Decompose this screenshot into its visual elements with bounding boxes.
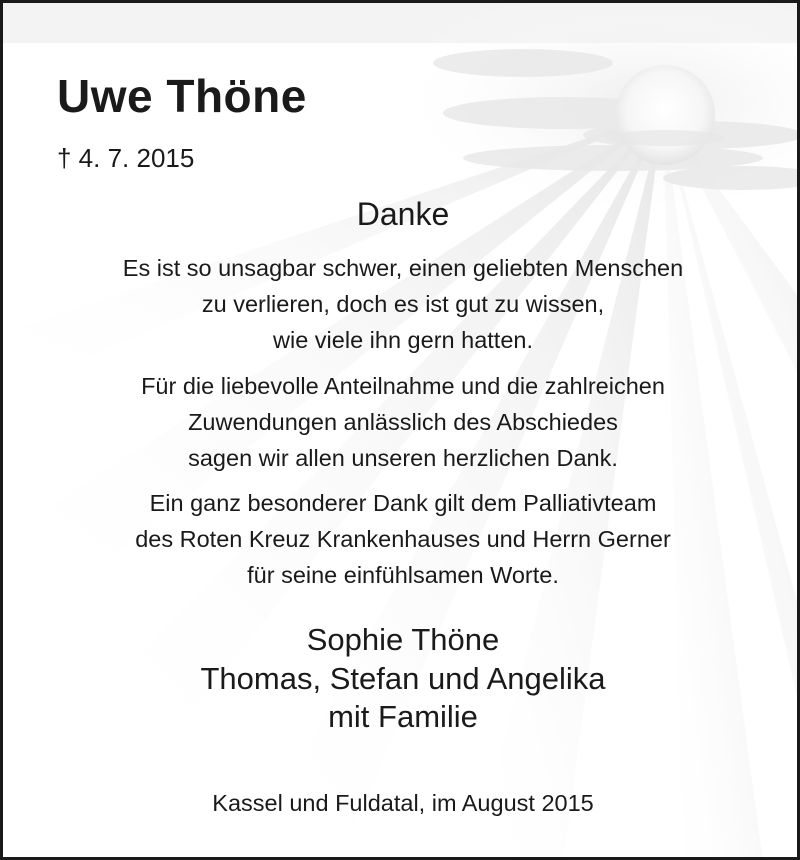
paragraph-line: zu verlieren, doch es ist gut zu wissen,: [201, 291, 605, 317]
family-signature: [3, 621, 800, 737]
family-line: mit Familie: [328, 699, 478, 734]
deceased-name: Uwe Thöne: [57, 70, 307, 122]
death-date: † 4. 7. 2015: [57, 143, 195, 173]
thanks-heading: Danke: [356, 196, 450, 232]
paragraph-1: [3, 250, 800, 358]
place-date: Kassel und Fuldatal, im August 2015: [212, 790, 594, 816]
paragraph-line: des Roten Kreuz Krankenhauses und Herrn Gerner: [135, 526, 671, 552]
paragraph-line: sagen wir allen unseren herzlichen Dank.: [188, 445, 618, 471]
paragraph-line: Ein ganz besonderer Dank gilt dem Palliativteam: [149, 490, 657, 516]
paragraph-2: [3, 368, 800, 476]
notice-content: [3, 3, 800, 860]
paragraph-3: [3, 485, 800, 593]
paragraph-line: Es ist so unsagbar schwer, einen geliebten Menschen: [122, 255, 684, 281]
paragraph-line: wie viele ihn gern hatten.: [273, 327, 533, 353]
family-line: Thomas, Stefan und Angelika: [200, 660, 606, 696]
paragraph-line: Für die liebevolle Anteilnahme und die zahlreichen: [141, 373, 665, 399]
paragraph-line: für seine einfühlsamen Worte.: [247, 562, 559, 588]
family-line: Sophie Thöne: [306, 622, 500, 657]
paragraph-line: Zuwendungen anlässlich des Abschiedes: [188, 409, 618, 435]
